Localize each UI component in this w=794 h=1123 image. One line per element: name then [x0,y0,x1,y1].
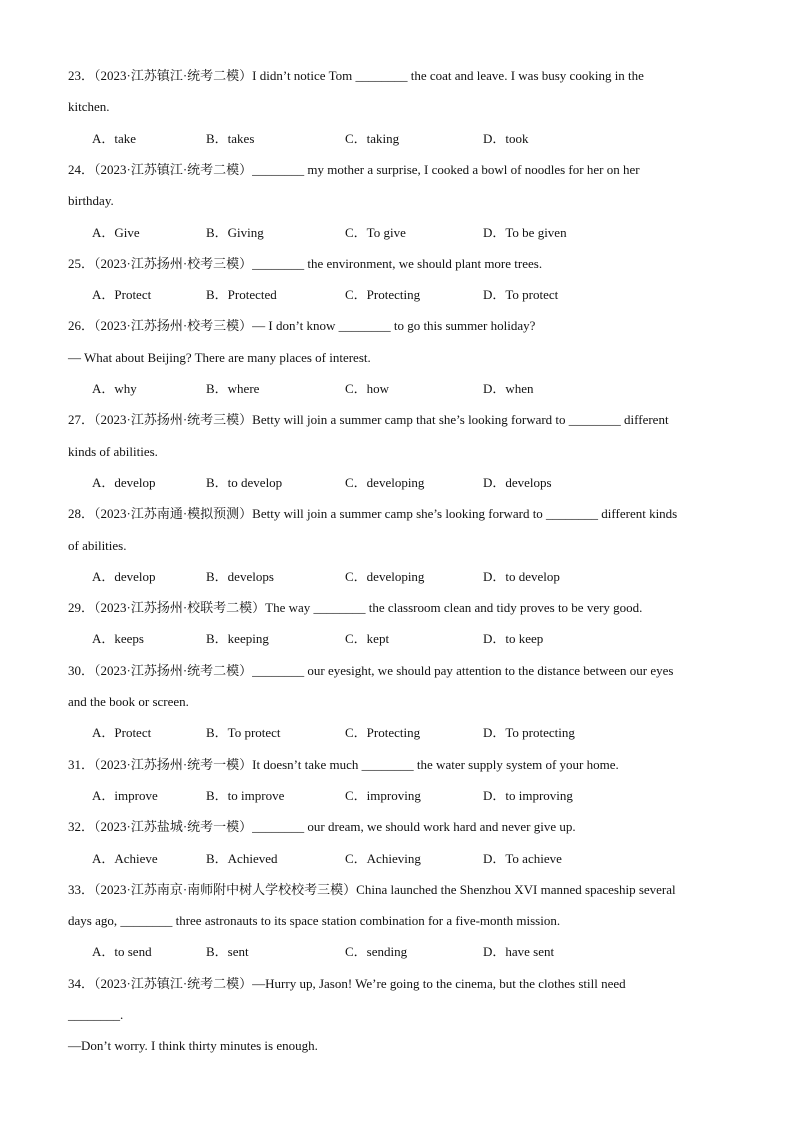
answer-option[interactable]: B．sent [206,944,249,960]
answer-option[interactable]: A．Protect [92,725,152,741]
answer-option[interactable]: C．how [345,381,390,396]
answer-option[interactable]: C．Achieving [345,850,421,866]
answer-option[interactable]: D．to keep [483,631,544,647]
answer-option[interactable]: C．Protecting [345,725,421,741]
answer-option[interactable]: C．developing [345,474,425,490]
answer-option[interactable]: A．take [92,130,137,146]
question-text-line: of abilities. [68,537,127,553]
answer-option[interactable]: B．Achieved [206,850,278,866]
question-stem: 26．（2023·江苏扬州·校考三模）— I don’t know ________ to go this summer holiday? [68,318,536,334]
answer-option[interactable]: A．improve [92,787,158,803]
question-stem: 34．（2023·江苏镇江·统考二模）—Hurry up, Jason! We’re going to the cinema, but the clothes still need [68,975,626,991]
answer-option[interactable]: D．To protecting [483,725,575,741]
answer-option[interactable]: D．to develop [483,568,560,584]
answer-option[interactable]: D．To achieve [483,850,562,866]
answer-option[interactable]: A．why [92,381,137,396]
answer-option[interactable]: B．to improve [206,787,285,803]
answer-option[interactable]: A．develop [92,568,156,584]
answer-option[interactable]: A．to send [92,944,152,960]
answer-option[interactable]: C．kept [345,631,390,647]
answer-option[interactable]: B．takes [206,130,255,146]
question-stem: 28．（2023·江苏南通·模拟预测）Betty will join a summer camp she’s looking forward to ________ different kinds [68,506,678,522]
answer-option[interactable]: C．developing [345,568,425,584]
question-text-line: and the book or screen. [68,694,189,709]
answer-option[interactable]: C．sending [345,944,408,960]
answer-option[interactable]: B．To protect [206,725,281,741]
answer-option[interactable]: A．Achieve [92,850,158,866]
question-text-line: kitchen. [68,99,110,115]
answer-option[interactable]: B．to develop [206,474,283,490]
answer-option[interactable]: C．Protecting [345,287,421,303]
answer-option[interactable]: D．To protect [483,287,559,303]
question-stem: 25．（2023·江苏扬州·校考三模）________ the environment, we should plant more trees. [68,255,543,271]
answer-option[interactable]: A．Give [92,224,140,240]
answer-option[interactable]: D．have sent [483,944,555,960]
question-text-line: —Don’t worry. I think thirty minutes is enough. [68,1038,318,1054]
answer-option[interactable]: B．develops [206,568,274,584]
question-text-line: — What about Beijing? There are many places of interest. [68,349,371,365]
question-stem: 23．（2023·江苏镇江·统考二模）I didn’t notice Tom ________ the coat and leave. I was busy cooking in the [68,68,644,83]
question-stem: 31．（2023·江苏扬州·统考一模）It doesn’t take much ________ the water supply system of your home. [68,756,619,772]
answer-option[interactable]: D．to improving [483,787,573,803]
answer-option[interactable]: C．improving [345,787,421,803]
question-text-line: ________. [68,1007,124,1022]
answer-option[interactable]: A．keeps [92,631,144,647]
answer-option[interactable]: D．took [483,130,529,146]
answer-option[interactable]: D．develops [483,474,552,490]
question-text-line: birthday. [68,193,114,209]
answer-option[interactable]: B．keeping [206,631,269,647]
answer-option[interactable]: B．Giving [206,224,264,240]
answer-option[interactable]: B．Protected [206,287,277,303]
answer-option[interactable]: D．To be given [483,224,567,240]
question-stem: 29．（2023·江苏扬州·校联考二模）The way ________ the classroom clean and tidy proves to be very good. [68,600,643,616]
question-stem: 33．（2023·江苏南京·南师附中树人学校校考三模）China launched the Shenzhou XVI manned spaceship several [68,881,676,897]
answer-option[interactable]: D．when [483,381,534,396]
answer-option[interactable]: C．taking [345,130,400,146]
question-text-line: kinds of abilities. [68,443,158,459]
question-stem: 24．（2023·江苏镇江·统考二模）________ my mother a surprise, I cooked a bowl of noodles for her on her [68,161,640,177]
question-stem: 30．（2023·江苏扬州·统考二模）________ our eyesight, we should pay attention to the distance between our eyes [68,662,674,678]
answer-option[interactable]: A．develop [92,474,156,490]
question-stem: 27．（2023·江苏扬州·统考三模）Betty will join a summer camp that she’s looking forward to ________ different [68,412,669,428]
answer-option[interactable]: B．where [206,381,260,396]
answer-option[interactable]: C．To give [345,224,406,240]
question-stem: 32．（2023·江苏盐城·统考一模）________ our dream, we should work hard and never give up. [68,819,576,835]
answer-option[interactable]: A．Protect [92,287,152,303]
question-text-line: days ago, ________ three astronauts to its space station combination for a five-month mission. [68,913,561,929]
